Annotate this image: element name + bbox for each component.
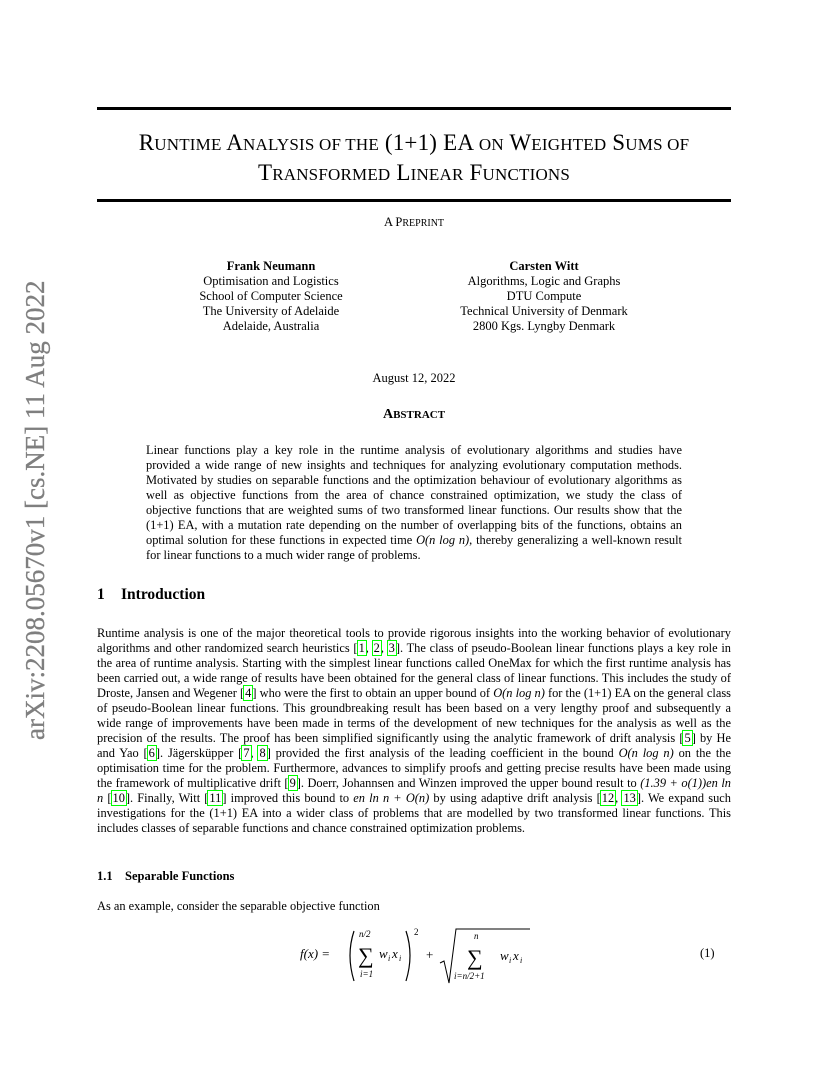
equation-term: x [513, 948, 519, 963]
citation-link[interactable]: 12 [601, 791, 615, 805]
math-inline: O(n log n) [493, 686, 545, 700]
sum-symbol: ∑ [358, 943, 374, 968]
citation-link[interactable]: 6 [148, 746, 155, 760]
equation-subscript: i [520, 956, 523, 965]
equation-1 [300, 925, 560, 987]
affiliation-line: DTU Compute [506, 289, 582, 303]
equation-term: w [500, 948, 509, 963]
affiliation-line: Optimisation and Logistics [203, 274, 339, 288]
bottom-rule [97, 199, 731, 202]
citation-link[interactable]: 7 [243, 746, 250, 760]
math-inline: en ln n + O(n) [353, 791, 430, 805]
citation-link[interactable]: 4 [245, 686, 252, 700]
author-block [160, 259, 382, 334]
sum-upper-limit: n/2 [359, 929, 371, 939]
right-paren [406, 931, 410, 981]
math-inline: (1.39 + o(1))en ln n [97, 776, 731, 805]
publication-date: August 12, 2022 [372, 371, 456, 385]
affiliation-line: Adelaide, Australia [222, 319, 320, 333]
citation-link[interactable]: 10 [112, 791, 125, 805]
sum-symbol: ∑ [467, 945, 483, 970]
citation-link[interactable]: 2 [373, 641, 380, 655]
equation-subscript: i [509, 956, 512, 965]
citation-link[interactable]: 1 [358, 641, 365, 655]
section-heading: 1 Introduction [97, 586, 206, 603]
author-name: Carsten Witt [509, 259, 579, 273]
equation-subscript: i [388, 954, 391, 963]
citation-link[interactable]: 3 [388, 641, 395, 655]
affiliation-line: Algorithms, Logic and Graphs [467, 274, 621, 288]
affiliation-line: School of Computer Science [199, 289, 343, 303]
introduction-paragraph: Runtime analysis is one of the major theoretical tools to provide rigorous insights into the working behavior of evolutionary algorithms and other randomized search heuristics [1, 2, 3]. The class of pseudo-Boolean linear functions plays a key role in the area of runtime analysis. Starting with the simplest linear functions called OneMax for which the first runtime analysis has been carried out, a wide range of results have been obtained for the general class of linear functions. This includes the study of Droste, Jansen and Wegener [4] who were the first to obtain an upper bound of O(n log n) for the (1+1) EA on the general class of pseudo-Boolean linear functions. This groundbreaking result has been based on a very lengthy proof and subsequently a wide range of improvements have been made in terms of the development of new techniques for the analysis as well as the precision of the results. The proof has been simplified significantly using the analytic framework of drift analysis [5] by He and Yao [6]. Jägersküpper [7, 8] provided the first analysis of the leading coefficient in the bound O(n log n) on the the optimisation time for the problem. Furthermore, advances to simplify proofs and getting precise results have been made using the framework of multiplicative drift [9]. Doerr, Johannsen and Winzen improved the upper bound result to (1.39 + o(1))en ln n [10]. Finally, Witt [11] improved this bound to en ln n + O(n) by using adaptive drift analysis [12, 13]. We expand such investigations for the (1+1) EA into a wider class of problems that are modelled by two transformed linear functions. This includes classes of separable functions and chance constrained optimization problems. [97, 626, 731, 835]
left-paren [350, 931, 354, 981]
sum-upper-limit: n [474, 931, 479, 941]
arxiv-identifier-text: arXiv:2208.05670v1 [cs.NE] 11 Aug 2022 [20, 280, 50, 740]
equation-lhs: f(x) = [300, 946, 331, 961]
affiliation-line: Technical University of Denmark [460, 304, 628, 318]
arxiv-identifier-stamp [14, 250, 54, 750]
abstract-text: Linear functions play a key role in the runtime analysis of evolutionary algorithms and studies have provided a wide range of new insights and techniques for analyzing evolutionary computation methods. Motivated by studies on separable functions and the optimization behaviour of evolutionary algorithms as well as objective functions from the area of chance constrained optimization, we study the class of objective functions that are weighted sums of two transformed linear functions. Our results show that the (1+1) EA, with a mutation rate depending on the number of overlapping bits of the functions, obtains an optimal solution for these functions in expected time O(n log n), thereby generalizing a well-known result for linear functions to a much wider range of problems. [146, 443, 682, 562]
equation-subscript: i [399, 954, 402, 963]
affiliation-line: The University of Adelaide [202, 304, 340, 318]
equation-number: (1) [700, 946, 715, 960]
math-inline: O(n log n) [618, 746, 674, 760]
example-sentence: As an example, consider the separable objective function [97, 899, 380, 913]
citation-link[interactable]: 13 [623, 791, 636, 805]
subsection-heading: 1.1 Separable Functions [97, 869, 235, 883]
sum-lower-limit: i=n/2+1 [454, 971, 485, 981]
affiliation-line: 2800 Kgs. Lyngby Denmark [472, 319, 616, 333]
author-name: Frank Neumann [226, 259, 316, 273]
equation-plus: + [426, 947, 434, 962]
equation-term: x [392, 946, 398, 961]
top-rule [97, 107, 731, 110]
equation-term: w [379, 946, 388, 961]
sum-lower-limit: i=1 [360, 969, 374, 979]
math-inline: O(n log n) [416, 533, 470, 547]
preprint-label: A PREPRINT [383, 215, 445, 229]
citation-link[interactable]: 9 [289, 776, 296, 790]
abstract-heading: ABSTRACT [382, 407, 446, 422]
author-block [434, 259, 654, 334]
equation-exponent: 2 [414, 927, 419, 937]
citation-link[interactable]: 8 [259, 746, 266, 760]
paper-title: RUNTIME ANALYSIS OF THE (1+1) EA ON WEIGHTED SUMS OF TRANSFORMED LINEAR FUNCTIONS [138, 130, 690, 185]
citation-link[interactable]: 11 [209, 791, 222, 805]
citation-link[interactable]: 5 [684, 731, 691, 745]
